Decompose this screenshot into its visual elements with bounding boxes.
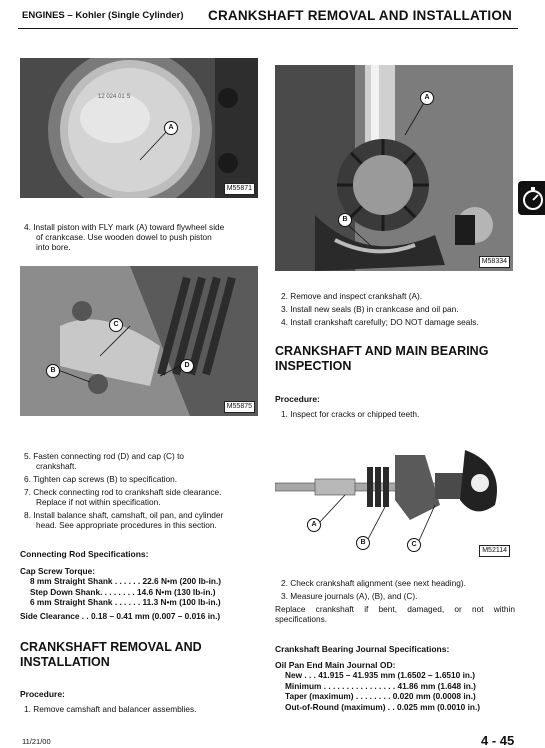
journal-row: New . . . 41.915 – 41.935 mm (1.6502 – 1.6510 in.)	[285, 670, 476, 680]
stopwatch-icon	[518, 181, 545, 215]
journal-row: Out-of-Round (maximum) . . 0.025 mm (0.0010 in.)	[285, 701, 481, 712]
step-7: 7. Check connecting rod to crankshaft side clearance. Replace if not within specification.	[24, 487, 222, 507]
journal-row: Minimum . . . . . . . . . . . . . . . . 41.86 mm (1.648 in.)	[285, 680, 476, 691]
figure-crankshaft-journals	[275, 445, 513, 560]
assembly-steps	[24, 451, 269, 530]
step-5: 5. Fasten connecting rod (D) and cap (C) to crankshaft.	[24, 451, 185, 471]
page-number: 4 - 45	[481, 733, 515, 748]
figure-code: M58334	[479, 256, 510, 268]
step-6: 6. Tighten cap screws (B) to specification.	[24, 474, 178, 484]
figure-connecting-rod	[20, 266, 258, 416]
inspection-step-3: 3. Measure journals (A), (B), and (C).	[281, 591, 418, 601]
step-2: 2. Remove and inspect crankshaft (A).	[281, 291, 423, 301]
removal-step-1: 1. Remove camshaft and balancer assemblies.	[24, 704, 197, 714]
replace-note: Replace crankshaft if bent, damaged, or not within specifications.	[275, 604, 515, 624]
step-8: 8. Install balance shaft, camshaft, oil pan, and cylinder head. See appropriate procedures in this section.	[24, 510, 224, 530]
callout-b: B	[356, 536, 370, 550]
figure-code: M55871	[224, 183, 255, 195]
callout-b: B	[338, 213, 352, 227]
inspection-step-1: 1. Inspect for cracks or chipped teeth.	[281, 409, 420, 419]
torque-table	[30, 576, 260, 608]
step-3: 3. Install new seals (B) in crankcase and oil pan.	[281, 304, 459, 314]
step-4-piston: 4. Install piston with FLY mark (A) toward flywheel side of crankcase. Use wooden dowel to push piston into bore.	[24, 222, 225, 252]
procedure-label: Procedure:	[20, 689, 65, 699]
inspection-heading: CRANKSHAFT AND MAIN BEARING INSPECTION	[275, 344, 489, 373]
callout-a: A	[420, 91, 434, 105]
callout-d: D	[180, 359, 194, 373]
callout-b: B	[46, 364, 60, 378]
torque-row: 8 mm Straight Shank . . . . . . 22.6 N•m (200 lb-in.)	[30, 576, 222, 586]
page-title: CRANKSHAFT REMOVAL AND INSTALLATION	[208, 8, 512, 23]
journal-table	[285, 670, 517, 712]
section-tab	[518, 181, 545, 215]
figure-crankshaft-gear	[275, 65, 513, 271]
inspection-step-2: 2. Check crankshaft alignment (see next heading).	[281, 578, 466, 588]
footer-date: 11/21/00	[22, 737, 51, 746]
side-clearance-spec: Side Clearance . . 0.18 – 0.41 mm (0.007 – 0.016 in.)	[20, 611, 221, 621]
conrod-spec-title: Connecting Rod Specifications:	[20, 549, 149, 559]
svg-text:12 024 01 S: 12 024 01 S	[98, 94, 131, 100]
torque-row: Step Down Shank. . . . . . . . 14.6 N•m (130 lb-in.)	[30, 586, 216, 597]
callout-a: A	[164, 121, 178, 135]
header-rule	[18, 28, 518, 29]
section-label: ENGINES – Kohler (Single Cylinder)	[22, 10, 184, 21]
figure-piston	[20, 58, 258, 198]
oil-pan-journal-title: Oil Pan End Main Journal OD:	[275, 660, 396, 670]
figure-code: M55875	[224, 401, 255, 413]
step-4: 4. Install crankshaft carefully; DO NOT damage seals.	[281, 317, 479, 327]
crankshaft-steps	[281, 291, 521, 327]
journal-spec-title: Crankshaft Bearing Journal Specifications:	[275, 644, 450, 654]
procedure-label: Procedure:	[275, 394, 320, 404]
callout-a: A	[307, 518, 321, 532]
figure-code: M52114	[479, 545, 510, 557]
torque-row: 6 mm Straight Shank . . . . . . 11.3 N•m (100 lb-in.)	[30, 597, 221, 607]
callout-c: C	[109, 318, 123, 332]
journal-row: Taper (maximum) . . . . . . . . 0.020 mm (0.0008 in.)	[285, 691, 476, 701]
callout-c: C	[407, 538, 421, 552]
torque-title: Cap Screw Torque:	[20, 566, 95, 576]
removal-heading: CRANKSHAFT REMOVAL AND INSTALLATION	[20, 640, 202, 669]
